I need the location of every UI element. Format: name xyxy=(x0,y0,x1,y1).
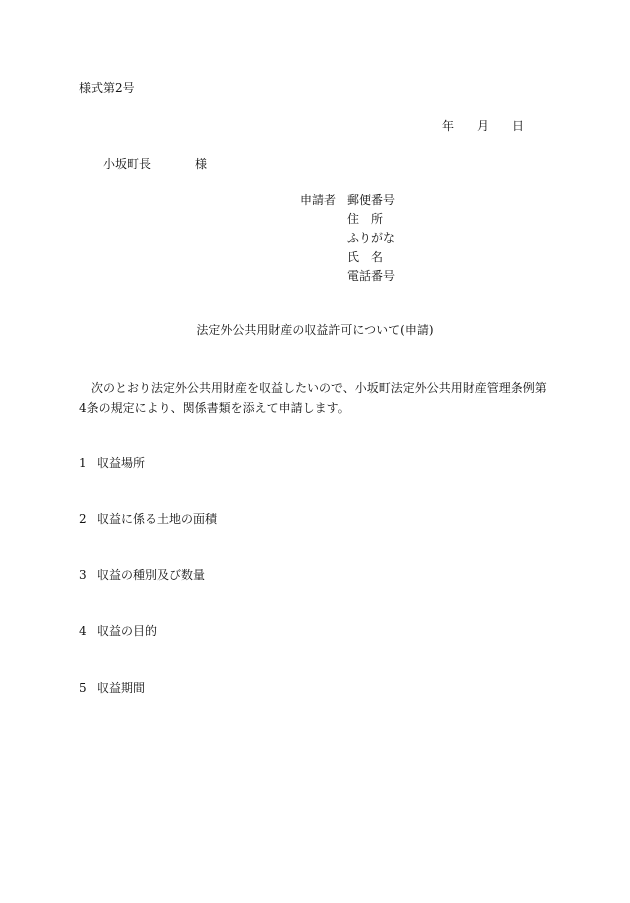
form-number: 様式第2号 xyxy=(79,81,135,95)
recipient-honorific: 様 xyxy=(195,157,208,171)
list-item xyxy=(79,623,157,639)
item-number: 3 xyxy=(79,568,87,582)
item-label: 収益場所 xyxy=(97,456,146,470)
document-title: 法定外公共用財産の収益許可について(申請) xyxy=(196,323,434,337)
applicant-field-postal-code: 郵便番号 xyxy=(347,193,396,207)
recipient-name: 小坂町長 xyxy=(103,157,152,171)
item-label: 収益の目的 xyxy=(97,624,158,638)
date-month-label: 月 xyxy=(477,119,490,133)
list-item xyxy=(79,680,145,696)
item-label: 収益の種別及び数量 xyxy=(97,568,206,582)
applicant-field-address: 住 所 xyxy=(347,212,384,226)
item-number: 4 xyxy=(79,624,87,638)
list-item xyxy=(79,511,217,527)
list-item xyxy=(79,567,205,583)
applicant-field-furigana: ふりがな xyxy=(347,231,396,245)
item-label: 収益期間 xyxy=(97,681,146,695)
item-label: 収益に係る土地の面積 xyxy=(97,512,218,526)
item-number: 5 xyxy=(79,681,87,695)
applicant-field-phone: 電話番号 xyxy=(347,269,396,283)
item-number: 1 xyxy=(79,456,87,470)
date-day-label: 日 xyxy=(512,119,525,133)
applicant-field-name: 氏 名 xyxy=(347,250,384,264)
applicant-label: 申請者 xyxy=(300,193,337,207)
body-paragraph: 次のとおり法定外公共用財産を収益したいので、小坂町法定外公共用財産管理条例第4条の規定により、関係書類を添えて申請します。 xyxy=(79,381,547,415)
item-number: 2 xyxy=(79,512,87,526)
date-year-label: 年 xyxy=(442,119,455,133)
list-item xyxy=(79,455,145,471)
